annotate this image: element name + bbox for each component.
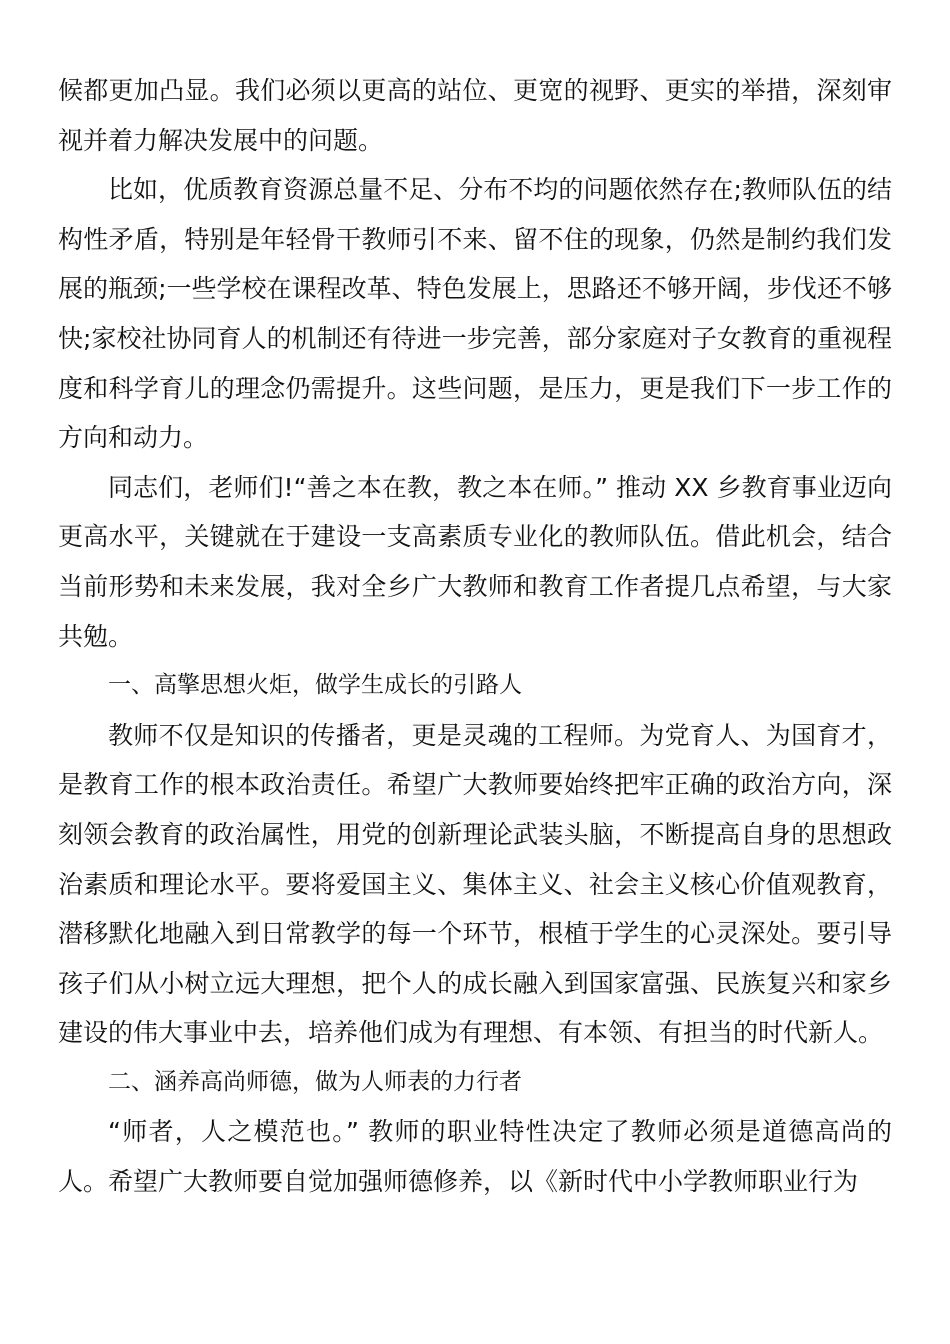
paragraph-section-1: 教师不仅是知识的传播者，更是灵魂的工程师。为党育人、为国育才，是教育工作的根本政治责任。希望广大教师要始终把牢正确的政治方向，深刻领会教育的政治属性，用党的创新理论武装头脑，不断提高自身的思想政治素质和理论水平。要将爱国主义、集体主义、社会主义核心价值观教育，潜移默化地融入到日常教学的每一个环节，根植于学生的心灵深处。要引导孩子们从小树立远大理想，把个人的成长融入到国家富强、民族复兴和家乡建设的伟大事业中去，培养他们成为有理想、有本领、有担当的时代新人。 xyxy=(58,720,892,1048)
paragraph-expectations: 同志们，老师们!“善之本在教，教之本在师。” 推动 XX 乡教育事业迈向更高水平，关键就在于建设一支高素质专业化的教师队伍。借此机会，结合当前形势和未来发展，我对全乡广大教师和教育工作者提几点希望，与大家共勉。 xyxy=(58,472,892,651)
section-heading-2: 二、涵养高尚师德，做为人师表的力行者 xyxy=(108,1068,522,1095)
paragraph-problems: 比如，优质教育资源总量不足、分布不均的问题依然存在;教师队伍的结构性矛盾，特别是年轻骨干教师引不来、留不住的现象，仍然是制约我们发展的瓶颈;一些学校在课程改革、特色发展上，思路还不够开阔，步伐还不够快;家校社协同育人的机制还有待进一步完善，部分家庭对子女教育的重视程度和科学育儿的理念仍需提升。这些问题，是压力，更是我们下一步工作的方向和动力。 xyxy=(58,175,892,453)
section-heading-1: 一、高擎思想火炬，做学生成长的引路人 xyxy=(108,672,522,699)
paragraph-section-2: “师者，人之模范也。” 教师的职业特性决定了教师必须是道德高尚的人。希望广大教师要自觉加强师德修养，以《新时代中小学教师职业行为 xyxy=(58,1117,892,1197)
paragraph-intro-continuation: 候都更加凸显。我们必须以更高的站位、更宽的视野、更实的举措，深刻审视并着力解决发展中的问题。 xyxy=(58,76,892,155)
document-page xyxy=(58,66,892,1207)
